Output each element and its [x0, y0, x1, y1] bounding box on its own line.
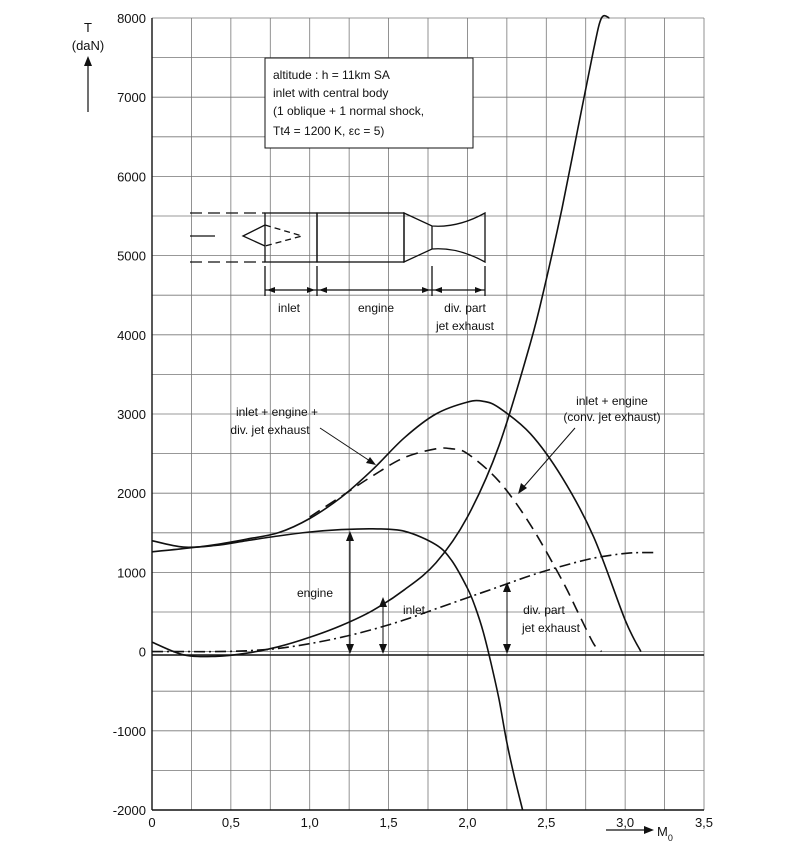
- y-tick-label: 0: [138, 644, 146, 660]
- label-conv-1: inlet + engine: [576, 394, 648, 408]
- info-line-4: Tt4 = 1200 K, εc = 5): [273, 124, 385, 138]
- dim-arrow: [267, 287, 275, 293]
- y-axis-unit: (daN): [71, 38, 105, 53]
- y-tick-label: 4000: [117, 327, 146, 343]
- series-line-0: [152, 401, 641, 652]
- label-div-2: jet exhaust: [521, 621, 581, 635]
- engine-diagram: [190, 213, 485, 296]
- y-tick-label: -1000: [112, 723, 146, 739]
- x-tick-label: 2,0: [458, 815, 477, 830]
- label-conv-2: (conv. jet exhaust): [563, 410, 661, 424]
- y-tick-label: 8000: [117, 11, 146, 26]
- x-axis-sub: 0: [667, 833, 673, 843]
- dim-arrow: [319, 287, 327, 293]
- y-tick-label: 1000: [117, 565, 146, 581]
- info-line-1: altitude : h = 11km SA: [273, 68, 390, 82]
- label-total-2: div. jet exhaust: [230, 423, 310, 437]
- diagram-label-engine: engine: [357, 301, 395, 315]
- y-tick-label: 3000: [117, 407, 146, 422]
- label-inlet: inlet: [402, 603, 426, 617]
- inlet-section: [265, 213, 317, 262]
- diagram-label-inlet: inlet: [277, 301, 301, 315]
- x-tick-labels: [148, 815, 713, 830]
- diagram-label-div-1: div. part: [444, 301, 486, 315]
- engine-dim-bottom: [346, 644, 354, 654]
- leader-total: [320, 428, 373, 463]
- x-axis-symbol: [657, 824, 673, 843]
- x-tick-label: 1,0: [300, 815, 319, 830]
- x-tick-label: 1,5: [379, 815, 398, 830]
- x-tick-label: 0,5: [221, 815, 240, 830]
- engine-section: [317, 213, 404, 262]
- diagram-label-div-2: jet exhaust: [435, 319, 495, 333]
- label-total-1: inlet + engine +: [235, 405, 319, 419]
- y-tick-labels: [113, 11, 146, 818]
- y-axis-label: [72, 20, 105, 112]
- y-tick-label: 2000: [117, 486, 146, 502]
- x-tick-label: 2,5: [537, 815, 556, 830]
- series-line-2: [152, 529, 523, 810]
- leader-conv: [521, 428, 575, 490]
- y-tick-label: 6000: [117, 169, 146, 185]
- x-axis-arrow-head: [644, 826, 654, 834]
- dim-arrow: [434, 287, 442, 293]
- dimension-arrows: [346, 531, 511, 654]
- x-axis-base: M: [657, 824, 668, 839]
- x-tick-label: 0: [148, 815, 156, 830]
- inlet-dim-bottom: [379, 644, 387, 654]
- dim-arrow: [422, 287, 430, 293]
- leader-total-arrow: [366, 457, 376, 465]
- label-engine: engine: [296, 586, 334, 600]
- info-box: [265, 58, 473, 148]
- central-body-cone: [243, 225, 265, 246]
- info-line-3: (1 oblique + 1 normal shock,: [273, 104, 425, 118]
- y-tick-label: 5000: [117, 248, 146, 264]
- x-tick-label: 3,5: [694, 815, 714, 830]
- nozzle-section: [404, 213, 485, 262]
- y-tick-label: 7000: [117, 90, 146, 106]
- y-axis-arrow-head: [84, 56, 92, 66]
- div-dim-bottom: [503, 644, 511, 654]
- dim-arrow: [475, 287, 483, 293]
- label-div-1: div. part: [523, 603, 565, 617]
- info-line-2: inlet with central body: [273, 86, 389, 100]
- y-axis-symbol: T: [84, 20, 92, 35]
- y-tick-label: -2000: [112, 803, 146, 818]
- dim-arrow: [307, 287, 315, 293]
- x-tick-label: 3,0: [616, 815, 635, 830]
